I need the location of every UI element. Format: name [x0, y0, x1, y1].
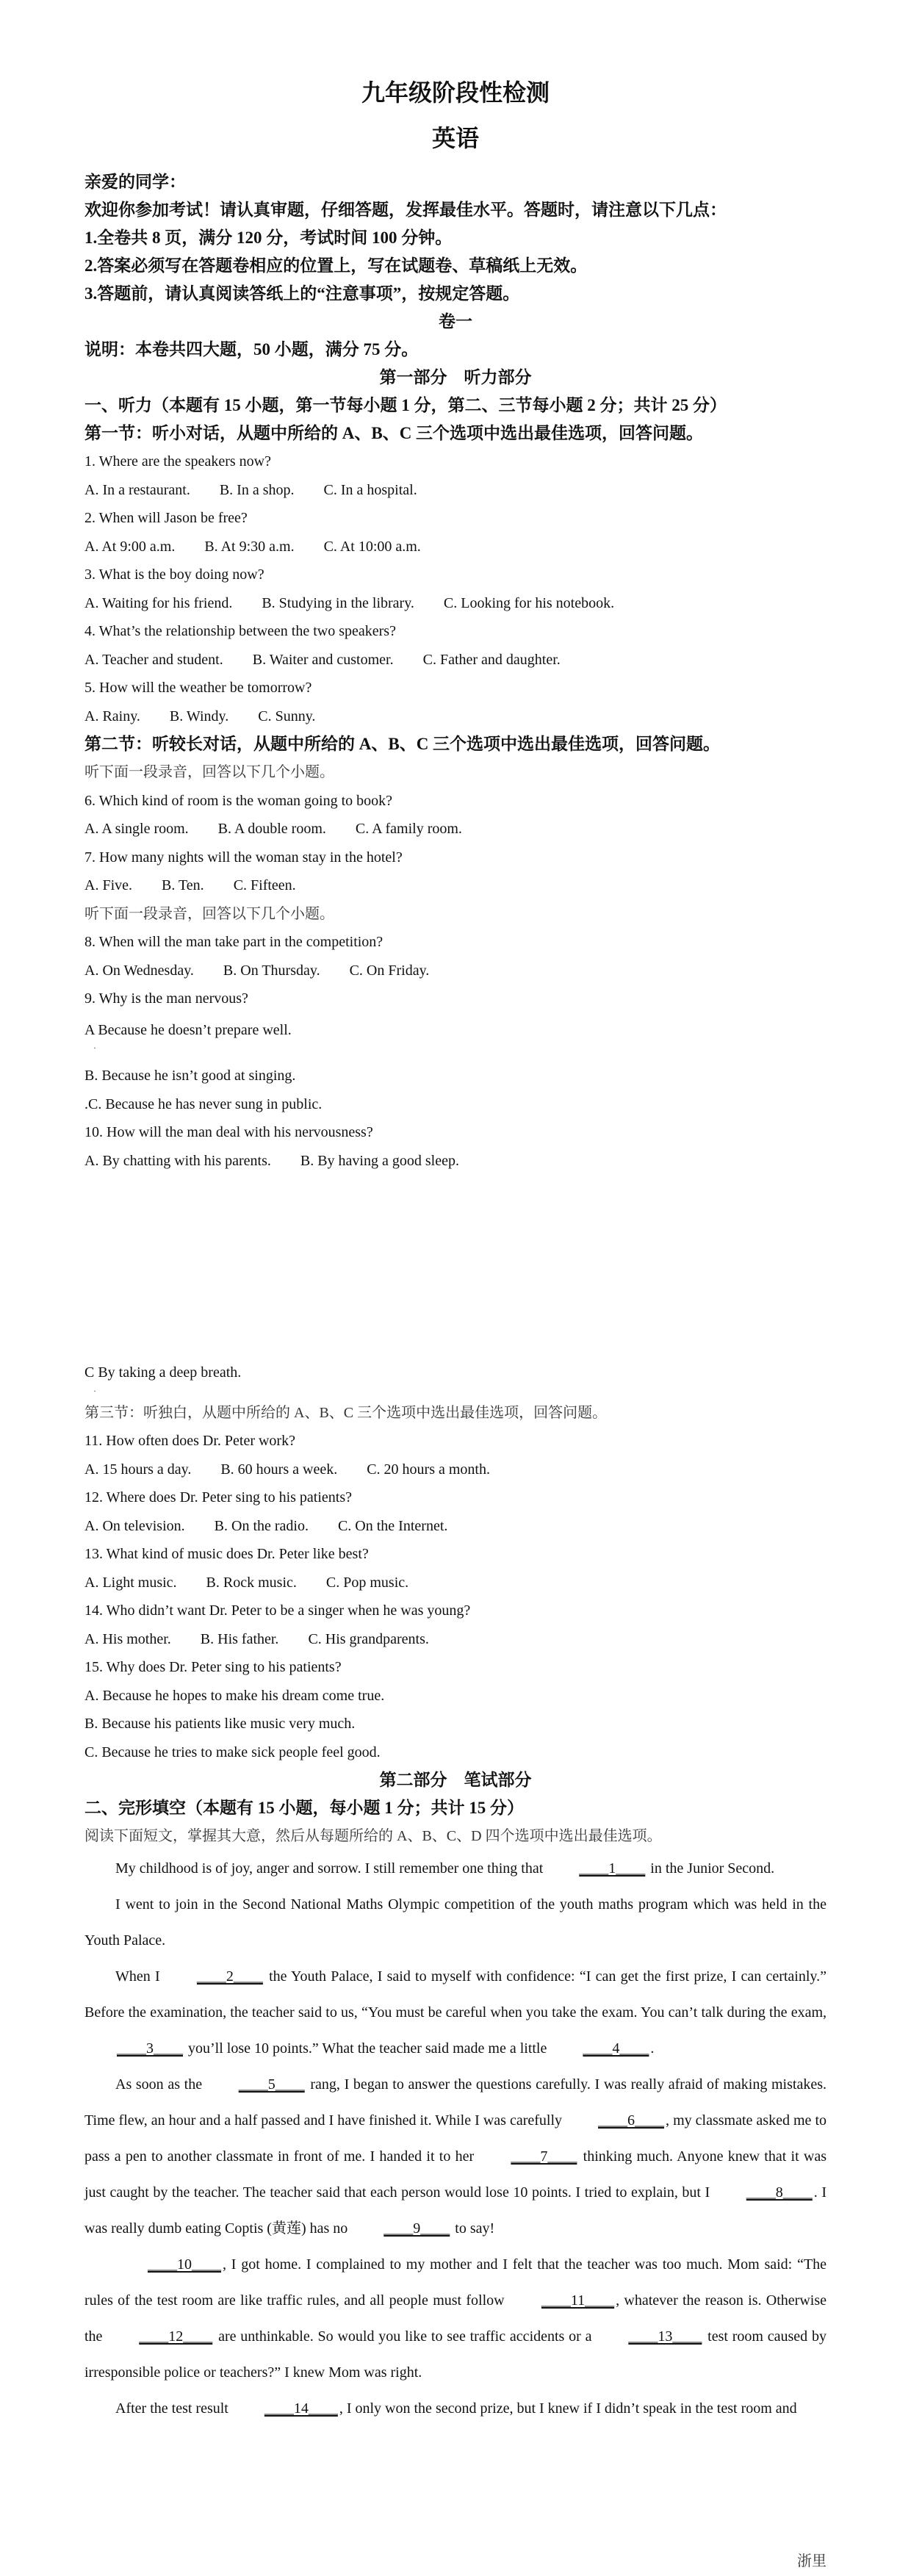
text: My childhood is of joy, anger and sorrow. I still remember one thing that	[115, 1860, 547, 1877]
option-c: C. Looking for his notebook.	[443, 594, 615, 611]
options-5	[84, 702, 827, 731]
option-b: B. Because he isn’t good at singing.	[84, 1068, 296, 1084]
blank-13: ____13____	[628, 2328, 702, 2345]
text: When I	[115, 1968, 165, 1985]
exam-page	[84, 70, 827, 2427]
text: to say!	[451, 2220, 495, 2237]
cloze-paragraph	[84, 2067, 827, 2247]
option-b: B. Ten.	[162, 877, 204, 893]
blank-3: ____3____	[117, 2040, 183, 2057]
section-title: 二、完形填空（本题有 15 小题，每小题 1 分；共计 15 分）	[84, 1799, 524, 1817]
option-c: C. Pop music.	[325, 1574, 409, 1591]
stray-dot: ·	[93, 1385, 96, 1396]
volume-note: 说明：本卷共四大题，50 小题，满分 75 分。	[84, 340, 419, 359]
option-b: B. Rock music.	[206, 1574, 297, 1591]
question-9: 9. Why is the man nervous?	[84, 990, 248, 1007]
cloze-paragraph	[84, 2247, 827, 2391]
option-a: A. At 9:00 a.m.	[84, 538, 176, 555]
section-instruction: 第三节：听独白，从题中所给的 A、B、C 三个选项中选出最佳选项，回答问题。	[84, 1404, 608, 1421]
option-a: A. On television.	[84, 1517, 185, 1534]
question-3: 3. What is the boy doing now?	[84, 566, 264, 583]
option-c: C. Fifteen.	[233, 877, 296, 893]
instruction-item: 3.答题前，请认真阅读答纸上的“注意事项”，按规定答题。	[84, 284, 520, 303]
question-14: 14. Who didn’t want Dr. Peter to be a singer when he was young?	[84, 1602, 471, 1619]
listen-note: 听下面一段录音，回答以下几个小题。	[84, 764, 334, 780]
greeting: 亲爱的同学：	[84, 173, 186, 191]
option-a: A. Teacher and student.	[84, 651, 223, 668]
section-instruction: 第二节：听较长对话，从题中所给的 A、B、C 三个选项中选出最佳选项，回答问题。	[84, 735, 721, 753]
question-13: 13. What kind of music does Dr. Peter like best?	[84, 1546, 369, 1562]
text: , I got home. I complained to my mother and I felt that the teacher was too much. Mom said: “The rules of the test room are like traffic rules, and all people must follow	[84, 2256, 827, 2309]
question-4: 4. What’s the relationship between the two speakers?	[84, 623, 396, 639]
option-a: A. In a restaurant.	[84, 481, 190, 498]
instruction-item: 2.答案必须写在答题卷相应的位置上，写在试题卷、草稿纸上无效。	[84, 256, 588, 275]
question-11: 11. How often does Dr. Peter work?	[84, 1433, 295, 1449]
subject-title: 英语	[431, 125, 479, 151]
blank-gap	[84, 1175, 827, 1359]
options-12	[84, 1512, 827, 1541]
option-a: A. Rainy.	[84, 708, 140, 724]
text: .	[650, 2040, 655, 2057]
blank-8: ____8____	[746, 2184, 813, 2201]
welcome-text: 欢迎你参加考试！请认真审题，仔细答题，发挥最佳水平。答题时，请注意以下几点：	[84, 201, 727, 219]
section-instruction: 阅读下面短文，掌握其大意，然后从每题所给的 A、B、C、D 四个选项中选出最佳选项。	[84, 1828, 662, 1844]
options-10	[84, 1147, 827, 1176]
option-c: C By taking a deep breath.	[84, 1364, 242, 1381]
question-2: 2. When will Jason be free?	[84, 510, 248, 526]
option-a: A Because he doesn’t prepare well.	[84, 1021, 292, 1038]
option-c: C. A family room.	[355, 821, 462, 837]
blank-11: ____11____	[541, 2292, 615, 2309]
options-1	[84, 476, 827, 505]
text: you’ll lose 10 points.” What the teacher said made me a little	[184, 2040, 551, 2057]
option-b: B. Windy.	[169, 708, 229, 724]
option-a: A. Because he hopes to make his dream come true.	[84, 1687, 385, 1704]
option-a: A. On Wednesday.	[84, 962, 194, 979]
section-title: 一、听力（本题有 15 小题，第一节每小题 1 分，第二、三节每小题 2 分；共计 25 分）	[84, 396, 727, 414]
option-b: B. His father.	[200, 1630, 279, 1647]
blank-10: ____10____	[148, 2256, 221, 2273]
text: in the Junior Second.	[647, 1860, 775, 1877]
option-c: C. At 10:00 a.m.	[323, 538, 421, 555]
blank-2: ____2____	[196, 1968, 263, 1985]
option-c: C. Because he tries to make sick people feel good.	[84, 1744, 381, 1760]
option-b: B. 60 hours a week.	[220, 1461, 338, 1478]
text: are unthinkable. So would you like to see traffic accidents or a	[214, 2328, 597, 2345]
options-3	[84, 589, 827, 618]
instruction-item: 1.全卷共 8 页，满分 120 分，考试时间 100 分钟。	[84, 229, 453, 247]
listen-note: 听下面一段录音，回答以下几个小题。	[84, 905, 334, 922]
text: , I only won the second prize, but I knew if I didn’t speak in the test room and	[339, 2400, 797, 2417]
options-4	[84, 646, 827, 674]
blank-5: ____5____	[238, 2076, 305, 2093]
option-b: B. By having a good sleep.	[300, 1152, 459, 1169]
option-a: A. Five.	[84, 877, 132, 893]
option-c: C. His grandparents.	[308, 1630, 429, 1647]
option-c: C. Sunny.	[258, 708, 316, 724]
option-b: B. Because his patients like music very much.	[84, 1716, 356, 1732]
cloze-paragraph	[84, 2391, 827, 2427]
option-c: C. Father and daughter.	[422, 651, 561, 668]
text: rang, I began to answer the questions carefully. I was really afraid of making mistakes. Time flew, an hour and a half passed and I have finished it. While I was carefully	[84, 2076, 827, 2129]
text: the Youth Palace, I said to myself with confidence: “I can get the first prize, I can certainly.” Before the examination, the teacher said to us, “You must be careful when you take the exam. You can’t talk during the exam,	[84, 1968, 827, 2021]
question-6: 6. Which kind of room is the woman going to book?	[84, 792, 393, 809]
option-a: A. Light music.	[84, 1574, 177, 1591]
page-title: 九年级阶段性检测	[361, 79, 550, 106]
option-c: C. On Friday.	[349, 962, 430, 979]
blank-4: ____4____	[583, 2040, 649, 2057]
cloze-paragraph	[84, 1959, 827, 2067]
options-2	[84, 533, 827, 561]
option-b: B. In a shop.	[219, 481, 295, 498]
section-instruction: 第一节：听小对话，从题中所给的 A、B、C 三个选项中选出最佳选项，回答问题。	[84, 424, 704, 442]
text: test room caused by irresponsible police or teachers?” I knew Mom was right.	[84, 2328, 827, 2381]
options-6	[84, 815, 827, 843]
option-a: A. His mother.	[84, 1630, 171, 1647]
question-12: 12. Where does Dr. Peter sing to his patients?	[84, 1489, 353, 1505]
blank-1: ____1____	[579, 1860, 646, 1877]
option-a: A. By chatting with his parents.	[84, 1152, 271, 1169]
option-a: A. A single room.	[84, 821, 189, 837]
options-7	[84, 871, 827, 900]
text: , my classmate asked me to pass a pen to another classmate in front of me. I handed it to her	[84, 2112, 827, 2165]
text: thinking much. Anyone knew that it was just caught by the teacher. The teacher said that each person would lose 10 points. I tried to explain, but I	[84, 2148, 827, 2201]
volume-label: 卷一	[439, 312, 472, 331]
options-11	[84, 1456, 827, 1484]
option-a: A. Waiting for his friend.	[84, 594, 233, 611]
option-b: B. On the radio.	[214, 1517, 309, 1534]
option-b: B. Studying in the library.	[262, 594, 414, 611]
blank-9: ____9____	[384, 2220, 450, 2237]
text: After the test result	[115, 2400, 232, 2417]
option-a: A. 15 hours a day.	[84, 1461, 192, 1478]
part-heading: 第二部分 笔试部分	[379, 1771, 532, 1789]
option-b: B. Waiter and customer.	[252, 651, 394, 668]
question-1: 1. Where are the speakers now?	[84, 453, 271, 469]
stray-dot: ·	[93, 1043, 96, 1053]
blank-6: ____6____	[598, 2112, 665, 2129]
option-c: C. In a hospital.	[323, 481, 417, 498]
question-15: 15. Why does Dr. Peter sing to his patients?	[84, 1659, 342, 1675]
cloze-paragraph	[84, 1851, 827, 1887]
option-b: B. On Thursday.	[223, 962, 320, 979]
question-8: 8. When will the man take part in the competition?	[84, 934, 384, 950]
blank-12: ____12____	[139, 2328, 213, 2345]
options-14	[84, 1625, 827, 1654]
question-10: 10. How will the man deal with his nervousness?	[84, 1124, 373, 1140]
footer-region: 浙里	[797, 2553, 827, 2569]
text: , whatever the reason is. Otherwise the	[84, 2292, 827, 2345]
blank-14: ____14____	[264, 2400, 338, 2417]
text: . I was really dumb eating Coptis (黄莲) has no	[84, 2184, 827, 2237]
options-13	[84, 1569, 827, 1597]
option-c: C. 20 hours a month.	[367, 1461, 490, 1478]
option-c: C. On the Internet.	[337, 1517, 448, 1534]
option-c: .C. Because he has never sung in public.	[84, 1095, 323, 1112]
options-8	[84, 957, 827, 985]
part-heading: 第一部分 听力部分	[379, 368, 532, 386]
option-b: B. A double room.	[217, 821, 326, 837]
option-b: B. At 9:30 a.m.	[204, 538, 295, 555]
text: As soon as the	[115, 2076, 206, 2093]
question-5: 5. How will the weather be tomorrow?	[84, 680, 312, 696]
cloze-paragraph: I went to join in the Second National Maths Olympic competition of the youth maths program which was held in the Youth Palace.	[84, 1896, 827, 1949]
question-7: 7. How many nights will the woman stay in the hotel?	[84, 849, 403, 866]
blank-7: ____7____	[511, 2148, 577, 2165]
